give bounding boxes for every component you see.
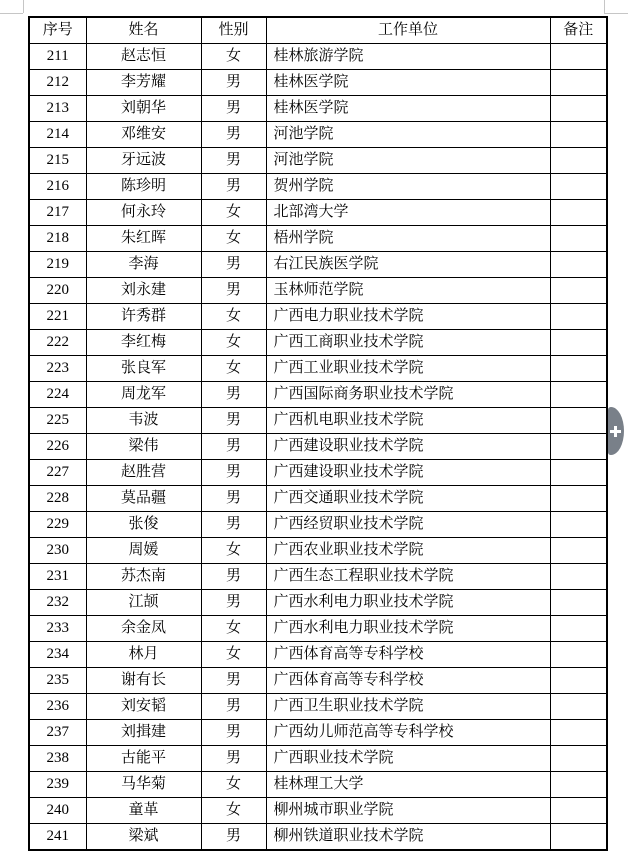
table-row	[29, 616, 607, 642]
table-row	[29, 148, 607, 174]
cell-note	[550, 278, 607, 304]
cell-unit: 广西工商职业技术学院	[266, 330, 550, 356]
table-row	[29, 460, 607, 486]
cell-name: 李海	[86, 252, 201, 278]
table-row	[29, 590, 607, 616]
boundary-mark-line	[604, 0, 605, 13]
cell-gender: 男	[201, 174, 266, 200]
cell-name: 刘揖建	[86, 720, 201, 746]
cell-unit: 广西国际商务职业技术学院	[266, 382, 550, 408]
cell-unit: 贺州学院	[266, 174, 550, 200]
cell-name: 苏杰南	[86, 564, 201, 590]
cell-note	[550, 642, 607, 668]
cell-gender: 男	[201, 122, 266, 148]
cell-unit: 广西卫生职业技术学院	[266, 694, 550, 720]
cell-unit: 广西建设职业技术学院	[266, 434, 550, 460]
cell-gender: 男	[201, 564, 266, 590]
cell-no: 241	[29, 824, 86, 851]
cell-unit: 广西水利电力职业技术学院	[266, 590, 550, 616]
cell-no: 214	[29, 122, 86, 148]
cell-name: 周媛	[86, 538, 201, 564]
cell-no: 235	[29, 668, 86, 694]
cell-unit: 玉林师范学院	[266, 278, 550, 304]
cell-gender: 女	[201, 304, 266, 330]
cell-gender: 男	[201, 96, 266, 122]
cell-gender: 男	[201, 824, 266, 851]
roster-table	[28, 16, 608, 851]
cell-note	[550, 616, 607, 642]
cell-unit: 广西体育高等专科学校	[266, 668, 550, 694]
cell-no: 238	[29, 746, 86, 772]
cell-note	[550, 486, 607, 512]
boundary-mark-line	[0, 13, 23, 14]
cell-unit: 广西体育高等专科学校	[266, 642, 550, 668]
table-row	[29, 200, 607, 226]
cell-name: 朱红晖	[86, 226, 201, 252]
cell-note	[550, 538, 607, 564]
cell-gender: 男	[201, 668, 266, 694]
header-note: 备注	[550, 17, 607, 44]
cell-unit: 桂林医学院	[266, 96, 550, 122]
table-row	[29, 564, 607, 590]
cell-gender: 女	[201, 44, 266, 70]
header-gender: 性别	[201, 17, 266, 44]
cell-note	[550, 694, 607, 720]
cell-gender: 女	[201, 798, 266, 824]
cell-no: 224	[29, 382, 86, 408]
cell-no: 228	[29, 486, 86, 512]
table-row	[29, 70, 607, 96]
cell-unit: 柳州城市职业学院	[266, 798, 550, 824]
cell-note	[550, 798, 607, 824]
cell-gender: 女	[201, 772, 266, 798]
cell-note	[550, 382, 607, 408]
cell-name: 刘永建	[86, 278, 201, 304]
header-unit: 工作单位	[266, 17, 550, 44]
cell-name: 马华菊	[86, 772, 201, 798]
table-row	[29, 642, 607, 668]
cell-unit: 河池学院	[266, 122, 550, 148]
cell-unit: 柳州铁道职业技术学院	[266, 824, 550, 851]
cell-note	[550, 720, 607, 746]
cell-unit: 广西幼儿师范高等专科学校	[266, 720, 550, 746]
cell-name: 赵志恒	[86, 44, 201, 70]
cell-gender: 女	[201, 226, 266, 252]
cell-gender: 男	[201, 70, 266, 96]
cell-name: 刘安韬	[86, 694, 201, 720]
table-row	[29, 772, 607, 798]
boundary-mark-line	[23, 0, 24, 13]
table-row	[29, 96, 607, 122]
cell-gender: 男	[201, 512, 266, 538]
cell-no: 230	[29, 538, 86, 564]
cell-unit: 桂林医学院	[266, 70, 550, 96]
cell-gender: 女	[201, 330, 266, 356]
cell-unit: 广西职业技术学院	[266, 746, 550, 772]
table-row	[29, 434, 607, 460]
cell-name: 古能平	[86, 746, 201, 772]
cell-note	[550, 746, 607, 772]
cell-name: 许秀群	[86, 304, 201, 330]
cell-name: 刘朝华	[86, 96, 201, 122]
cell-name: 余金凤	[86, 616, 201, 642]
table-row	[29, 174, 607, 200]
cell-unit: 桂林旅游学院	[266, 44, 550, 70]
cell-name: 韦波	[86, 408, 201, 434]
cell-note	[550, 226, 607, 252]
cell-note	[550, 356, 607, 382]
cell-name: 谢有长	[86, 668, 201, 694]
cell-gender: 男	[201, 408, 266, 434]
cell-no: 225	[29, 408, 86, 434]
cell-name: 江颉	[86, 590, 201, 616]
cell-note	[550, 512, 607, 538]
table-row	[29, 304, 607, 330]
cell-name: 周龙军	[86, 382, 201, 408]
cell-no: 234	[29, 642, 86, 668]
cell-note	[550, 122, 607, 148]
cell-no: 233	[29, 616, 86, 642]
cell-note	[550, 96, 607, 122]
cell-name: 赵胜营	[86, 460, 201, 486]
cell-name: 何永玲	[86, 200, 201, 226]
cell-note	[550, 564, 607, 590]
cell-unit: 广西生态工程职业技术学院	[266, 564, 550, 590]
cell-name: 莫品疆	[86, 486, 201, 512]
cell-name: 童革	[86, 798, 201, 824]
table-header-row	[29, 17, 607, 44]
table-row	[29, 824, 607, 851]
table-row	[29, 252, 607, 278]
cell-gender: 男	[201, 694, 266, 720]
cell-unit: 广西农业职业技术学院	[266, 538, 550, 564]
cell-no: 212	[29, 70, 86, 96]
cell-unit: 河池学院	[266, 148, 550, 174]
cell-note	[550, 824, 607, 851]
cell-no: 211	[29, 44, 86, 70]
table-row	[29, 44, 607, 70]
cell-gender: 女	[201, 642, 266, 668]
plus-icon	[610, 426, 621, 437]
boundary-mark-line	[604, 13, 628, 14]
cell-gender: 男	[201, 278, 266, 304]
cell-note	[550, 252, 607, 278]
table-body	[29, 44, 607, 851]
cell-note	[550, 70, 607, 96]
header-no: 序号	[29, 17, 86, 44]
cell-no: 232	[29, 590, 86, 616]
cell-gender: 女	[201, 538, 266, 564]
table-row	[29, 356, 607, 382]
cell-note	[550, 200, 607, 226]
cell-note	[550, 174, 607, 200]
cell-note	[550, 304, 607, 330]
table-row	[29, 330, 607, 356]
cell-unit: 广西电力职业技术学院	[266, 304, 550, 330]
cell-no: 218	[29, 226, 86, 252]
cell-no: 216	[29, 174, 86, 200]
cell-no: 222	[29, 330, 86, 356]
cell-gender: 男	[201, 486, 266, 512]
cell-no: 221	[29, 304, 86, 330]
cell-name: 牙远波	[86, 148, 201, 174]
cell-no: 217	[29, 200, 86, 226]
cell-no: 236	[29, 694, 86, 720]
cell-note	[550, 44, 607, 70]
cell-note	[550, 148, 607, 174]
cell-unit: 桂林理工大学	[266, 772, 550, 798]
cell-gender: 女	[201, 200, 266, 226]
cell-no: 223	[29, 356, 86, 382]
table-row	[29, 798, 607, 824]
cell-gender: 女	[201, 616, 266, 642]
cell-gender: 男	[201, 460, 266, 486]
cell-unit: 广西交通职业技术学院	[266, 486, 550, 512]
table-row	[29, 720, 607, 746]
cell-name: 张俊	[86, 512, 201, 538]
cell-note	[550, 460, 607, 486]
cell-note	[550, 434, 607, 460]
cell-no: 227	[29, 460, 86, 486]
cell-no: 231	[29, 564, 86, 590]
table-row	[29, 122, 607, 148]
cell-gender: 男	[201, 252, 266, 278]
cell-unit: 梧州学院	[266, 226, 550, 252]
cell-no: 226	[29, 434, 86, 460]
cell-name: 梁伟	[86, 434, 201, 460]
cell-name: 邓维安	[86, 122, 201, 148]
table-row	[29, 668, 607, 694]
cell-gender: 男	[201, 746, 266, 772]
cell-gender: 男	[201, 434, 266, 460]
cell-gender: 男	[201, 148, 266, 174]
cell-gender: 男	[201, 590, 266, 616]
cell-unit: 广西经贸职业技术学院	[266, 512, 550, 538]
cell-gender: 男	[201, 720, 266, 746]
cell-name: 梁斌	[86, 824, 201, 851]
table-row	[29, 538, 607, 564]
cell-no: 237	[29, 720, 86, 746]
table-row	[29, 746, 607, 772]
table-row	[29, 694, 607, 720]
cell-no: 220	[29, 278, 86, 304]
cell-unit: 北部湾大学	[266, 200, 550, 226]
cell-note	[550, 590, 607, 616]
table-row	[29, 226, 607, 252]
cell-no: 219	[29, 252, 86, 278]
cell-note	[550, 668, 607, 694]
cell-name: 林月	[86, 642, 201, 668]
cell-name: 陈珍明	[86, 174, 201, 200]
cell-no: 240	[29, 798, 86, 824]
table-row	[29, 278, 607, 304]
cell-unit: 广西建设职业技术学院	[266, 460, 550, 486]
cell-unit: 广西机电职业技术学院	[266, 408, 550, 434]
cell-unit: 右江民族医学院	[266, 252, 550, 278]
cell-name: 张良军	[86, 356, 201, 382]
cell-name: 李芳耀	[86, 70, 201, 96]
cell-unit: 广西水利电力职业技术学院	[266, 616, 550, 642]
table-row	[29, 512, 607, 538]
cell-no: 215	[29, 148, 86, 174]
header-name: 姓名	[86, 17, 201, 44]
cell-no: 229	[29, 512, 86, 538]
cell-note	[550, 772, 607, 798]
cell-unit: 广西工业职业技术学院	[266, 356, 550, 382]
cell-note	[550, 330, 607, 356]
cell-no: 239	[29, 772, 86, 798]
cell-name: 李红梅	[86, 330, 201, 356]
table-row	[29, 382, 607, 408]
cell-gender: 女	[201, 356, 266, 382]
cell-no: 213	[29, 96, 86, 122]
cell-gender: 男	[201, 382, 266, 408]
expand-handle-button[interactable]	[608, 407, 624, 455]
table-row	[29, 408, 607, 434]
table-row	[29, 486, 607, 512]
cell-note	[550, 408, 607, 434]
